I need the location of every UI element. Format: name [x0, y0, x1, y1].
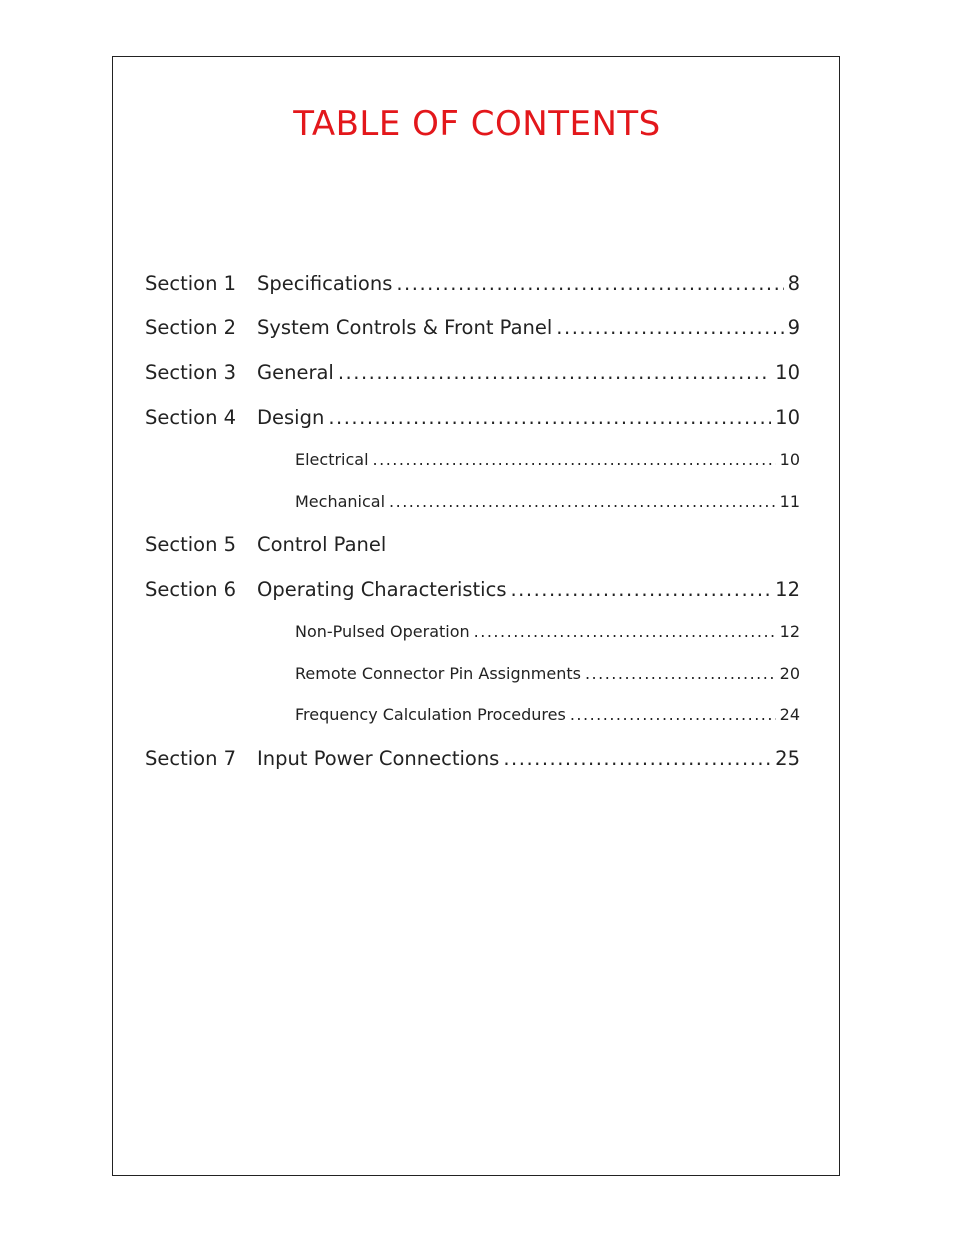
toc-dot-leader — [328, 403, 771, 433]
toc-section-label: Section 5 — [145, 533, 237, 556]
toc-entry-section-5[interactable] — [145, 530, 800, 560]
toc-page-number: 20 — [779, 664, 800, 683]
toc-dot-leader — [474, 619, 776, 645]
toc-page-number: 25 — [775, 747, 800, 770]
toc-entry-title: General — [257, 361, 334, 384]
toc-page-number: 12 — [779, 622, 800, 641]
toc-dot-leader — [510, 575, 771, 605]
toc-section-label: Section 4 — [145, 406, 237, 429]
toc-page-number: 12 — [775, 578, 800, 601]
toc-entry-title: Design — [257, 406, 325, 429]
toc-entry-title: Frequency Calculation Procedures — [295, 705, 566, 724]
toc-page-number: 11 — [779, 492, 800, 511]
toc-page-number: 8 — [787, 272, 800, 295]
toc-entry-section-3[interactable] — [145, 358, 800, 388]
toc-section-label: Section 1 — [145, 272, 237, 295]
toc-section-label: Section 7 — [145, 747, 237, 770]
toc-entry-section-2[interactable] — [145, 313, 800, 343]
toc-entry-title: Non-Pulsed Operation — [295, 622, 470, 641]
toc-entry-section-4[interactable] — [145, 403, 800, 433]
toc-dot-leader — [503, 744, 771, 774]
page-title: TABLE OF CONTENTS — [293, 104, 661, 144]
toc-entry-title: System Controls & Front Panel — [257, 316, 553, 339]
toc-page-number: 9 — [787, 316, 800, 339]
toc-dot-leader — [585, 661, 776, 687]
toc-dot-leader — [396, 269, 783, 299]
toc-dot-leader — [373, 447, 776, 473]
toc-entry-title: Electrical — [295, 450, 369, 469]
toc-entry-title: Input Power Connections — [257, 747, 500, 770]
toc-entry-title: Mechanical — [295, 492, 386, 511]
toc-dot-leader — [389, 489, 776, 515]
toc-entry-mechanical[interactable] — [145, 489, 800, 515]
toc-section-label: Section 3 — [145, 361, 237, 384]
toc-entry-title: Specifications — [257, 272, 393, 295]
toc-page-number: 24 — [779, 705, 800, 724]
toc-page-number: 10 — [775, 361, 800, 384]
toc-dot-leader — [338, 358, 771, 388]
toc-entry-title: Control Panel — [257, 533, 387, 556]
toc-section-label: Section 2 — [145, 316, 237, 339]
toc-entry-remote-connector-pin-assignments[interactable] — [145, 661, 800, 687]
toc-entry-frequency-calculation-procedures[interactable] — [145, 702, 800, 728]
toc-entry-non-pulsed-operation[interactable] — [145, 619, 800, 645]
toc-entry-electrical[interactable] — [145, 447, 800, 473]
toc-page-number: 10 — [775, 406, 800, 429]
toc-entry-section-7[interactable] — [145, 744, 800, 774]
toc-entry-section-1[interactable] — [145, 269, 800, 299]
toc-dot-leader — [556, 313, 783, 343]
toc-dot-leader — [570, 702, 776, 728]
toc-section-label: Section 6 — [145, 578, 237, 601]
toc-entry-title: Remote Connector Pin Assignments — [295, 664, 581, 683]
toc-page-number: 10 — [779, 450, 800, 469]
toc-entry-title: Operating Characteristics — [257, 578, 507, 601]
toc-entry-section-6[interactable] — [145, 575, 800, 605]
